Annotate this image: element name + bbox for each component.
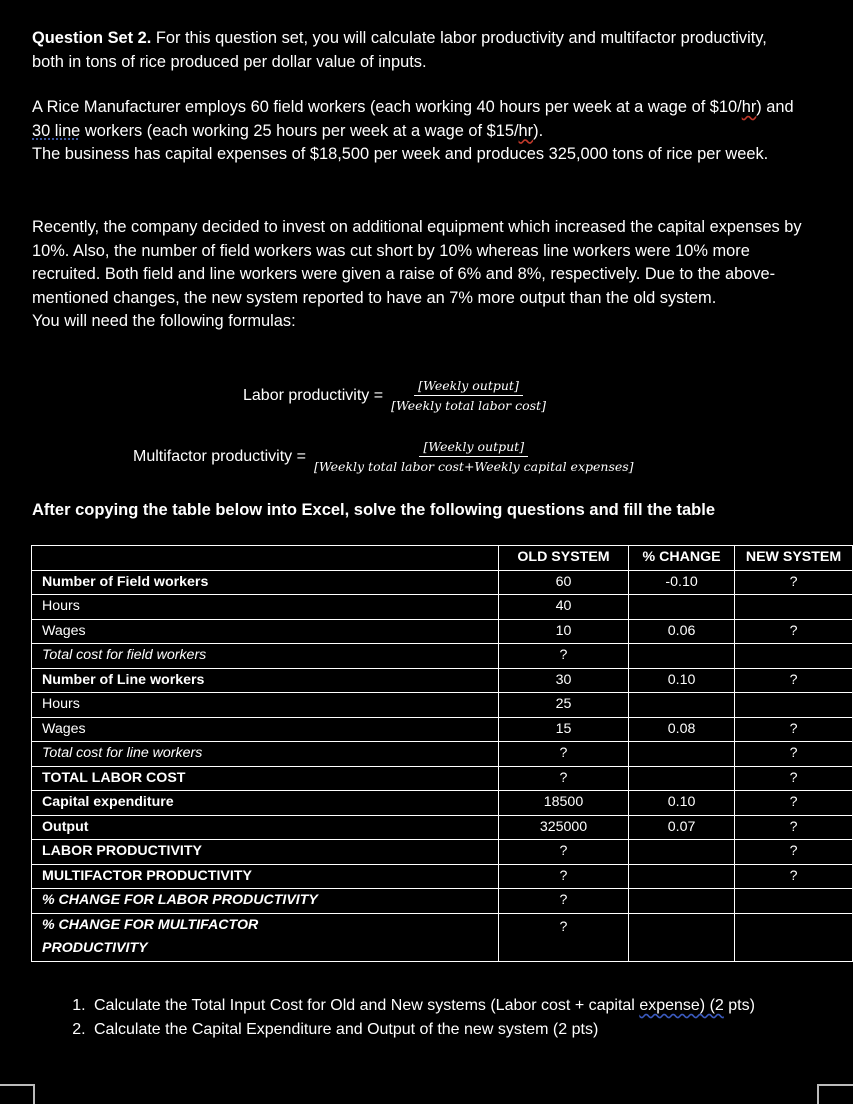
table-row: Total cost for line workers ? ? [32, 742, 853, 767]
formula-numerator: [Weekly output] [419, 439, 528, 457]
formulas-intro: You will need the following formulas: [32, 312, 296, 330]
scenario-paragraph: A Rice Manufacturer employs 60 field workers (each working 40 hours per week at a wage of $10/hr) and 30 line workers (each working 25 hours per week at a wage of $15/hr). The business has capital expenses of $18,500 per week and produces 325,000 tons of rice per week. [32, 98, 794, 163]
table-row: Number of Line workers 30 0.10 ? [32, 668, 853, 693]
crop-mark-left [0, 1084, 35, 1104]
table-row: Output 325000 0.07 ? [32, 815, 853, 840]
table-row: Capital expenditure 18500 0.10 ? [32, 791, 853, 816]
instruction-heading: After copying the table below into Excel, solve the following questions and fill the table [32, 501, 715, 519]
table-row: Number of Field workers 60 -0.10 ? [32, 570, 853, 595]
header-new-system: NEW SYSTEM [735, 546, 853, 571]
formula-denominator: [Weekly total labor cost+Weekly capital expenses] [313, 459, 634, 474]
table-row: Wages 15 0.08 ? [32, 717, 853, 742]
table-row: LABOR PRODUCTIVITY ? ? [32, 840, 853, 865]
question-list [50, 994, 840, 1042]
productivity-table [31, 545, 853, 962]
grammar-flag-line: 30 line [32, 121, 81, 140]
table-row: Wages 10 0.06 ? [32, 619, 853, 644]
table-row: TOTAL LABOR COST ? ? [32, 766, 853, 791]
header-percent-change: % CHANGE [629, 546, 735, 571]
crop-mark-right [817, 1084, 853, 1104]
changes-paragraph: Recently, the company decided to invest on additional equipment which increased the capital expenses by 10%. Also, the number of field workers was cut short by 10% whereas line workers were 10% more recruited. Both field and line workers were given a raise of 6% and 8%, respectively. Due to the above-mentioned changes, the new system reported to have an 7% more output than the old system. You will need the following formulas: [32, 218, 802, 330]
table-row: Total cost for field workers ? [32, 644, 853, 669]
question-set-title: Question Set 2. [32, 29, 152, 47]
table-row: Hours 25 [32, 693, 853, 718]
grammar-flag-expense: expense) (2 [639, 997, 724, 1014]
table-row: % CHANGE FOR MULTIFACTOR PRODUCTIVITY ? [32, 913, 853, 961]
table-row: % CHANGE FOR LABOR PRODUCTIVITY ? [32, 889, 853, 914]
intro-text: For this question set, you will calculate labor productivity and multifactor productivity, both in tons of rice produced per dollar value of inputs. [32, 29, 767, 71]
list-item: 2. Calculate the Capital Expenditure and Output of the new system (2 pts) [90, 1018, 840, 1042]
capital-expenses-text: The business has capital expenses of $18,500 per week and produces 325,000 tons of rice per week. [32, 145, 769, 163]
list-item: 1. Calculate the Total Input Cost for Old and New systems (Labor cost + capital expense) (2 pts) [90, 994, 840, 1018]
intro-paragraph [32, 27, 802, 74]
labor-productivity-formula: Labor productivity = $\frac{\text{[Weekly output]}}{\text{[Weekly total labor cost]}}$ [243, 378, 550, 413]
multifactor-productivity-formula: Multifactor productivity = $\frac{\text{[Weekly output]}}{\text{[Weekly total labor cost+Weekly capital expenses]}}$ [133, 439, 638, 474]
table-row: MULTIFACTOR PRODUCTIVITY ? ? [32, 864, 853, 889]
formula-numerator: [Weekly output] [414, 378, 523, 396]
spell-flag-hr: hr [741, 98, 757, 116]
formula-denominator: [Weekly total labor cost] [391, 398, 546, 413]
spell-flag-hr: hr [518, 121, 534, 140]
table-row: Hours 40 [32, 595, 853, 620]
table-header-row [32, 546, 853, 571]
header-old-system: OLD SYSTEM [498, 546, 628, 571]
